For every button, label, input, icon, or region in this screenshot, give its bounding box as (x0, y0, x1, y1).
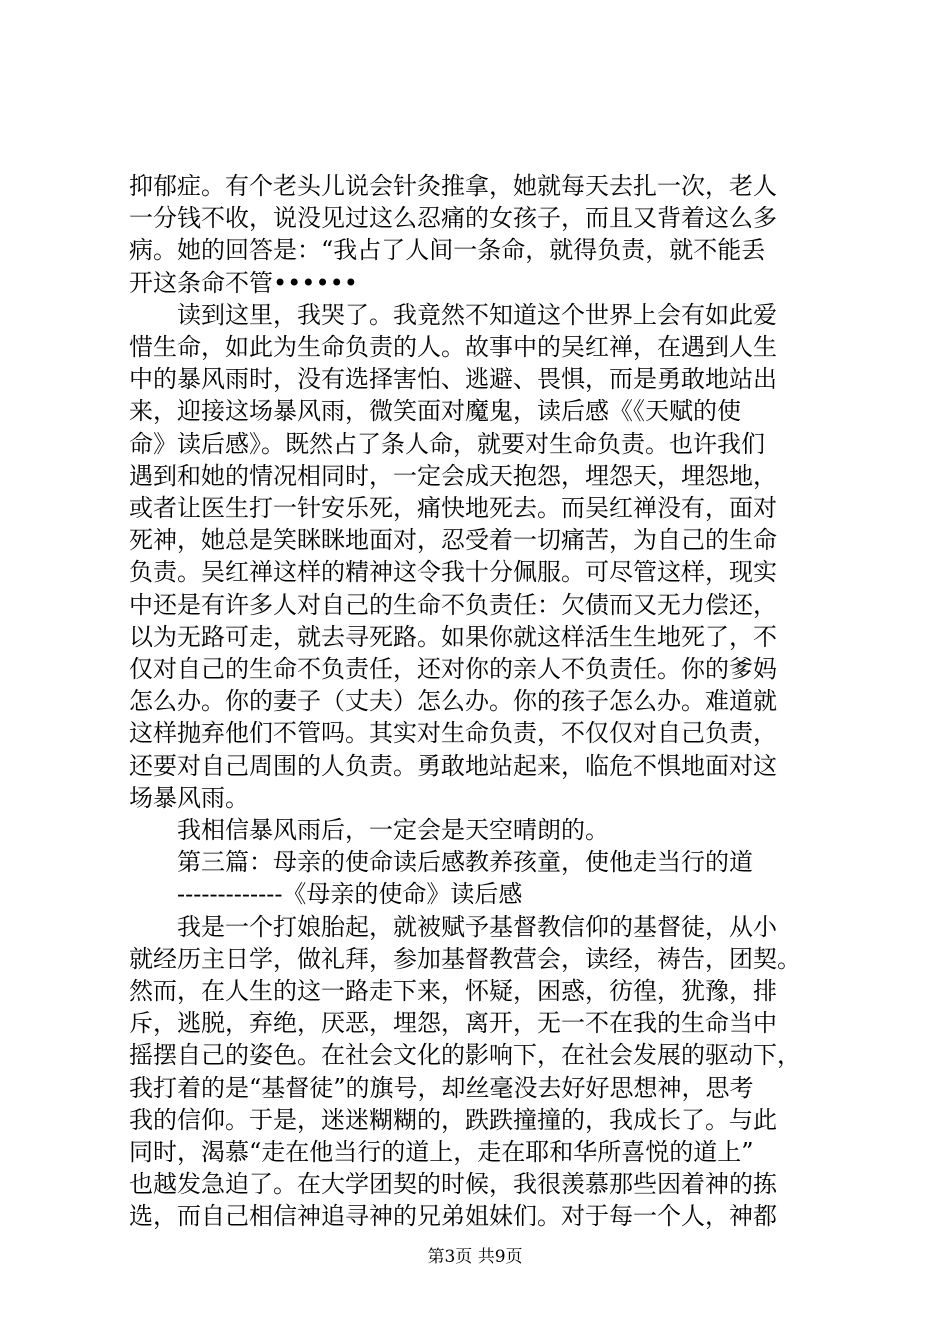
text-line: 摇摆自己的姿色。在社会文化的影响下，在社会发展的驱动下， (129, 1041, 801, 1069)
paragraph-start-line: 读到这里，我哭了。我竟然不知道这个世界上会有如此爱 (177, 301, 777, 329)
text-line: 我打着的是“基督徒”的旗号，却丝毫没去好好思想神，思考 (129, 1074, 754, 1102)
text-line: 同时，渴慕“走在他当行的道上，走在耶和华所喜悦的道上” (129, 1138, 754, 1166)
text-line: 以为无路可走，就去寻死路。如果你就这样活生生地死了，不 (129, 623, 777, 651)
text-line: 我的信仰。于是，迷迷糊糊的，跌跌撞撞的，我成长了。与此 (129, 1106, 777, 1134)
text-line: 惜生命，如此为生命负责的人。故事中的吴红禅，在遇到人生 (129, 333, 777, 361)
text-line: 开这条命不管•••••• (129, 269, 358, 297)
page-number-footer: 第3页 共9页 (427, 1247, 523, 1267)
text-line: 或者让医生打一针安乐死，痛快地死去。而吴红禅没有，面对 (129, 494, 777, 522)
text-line: 中还是有许多人对自己的生命不负责任：欠债而又无力偿还， (129, 591, 777, 619)
text-line: 就经历主日学，做礼拜，参加基督教营会，读经，祷告，团契。 (129, 945, 801, 973)
paragraph-start-line: 我相信暴风雨后，一定会是天空晴朗的。 (177, 816, 609, 844)
text-line: 来，迎接这场暴风雨，微笑面对魔鬼，读后感《《天赋的使 (129, 397, 741, 425)
text-line: 病。她的回答是：“我占了人间一条命，就得负责，就不能丢 (129, 236, 766, 264)
section-subheading: -------------《母亲的使命》读后感 (177, 880, 523, 908)
text-line: 一分钱不收，说没见过这么忍痛的女孩子，而且又背着这么多 (129, 204, 777, 232)
text-line: 场暴风雨。 (129, 784, 249, 812)
text-line: 负责。吴红禅这样的精神这令我十分佩服。可尽管这样，现实 (129, 558, 777, 586)
text-line: 怎么办。你的妻子（丈夫）怎么办。你的孩子怎么办。难道就 (129, 687, 777, 715)
text-line: 死神，她总是笑眯眯地面对，忍受着一切痛苦，为自己的生命 (129, 526, 777, 554)
text-line: 然而，在人生的这一路走下来，怀疑，困惑，彷徨，犹豫，排 (129, 977, 777, 1005)
text-line: 这样抛弃他们不管吗。其实对生命负责，不仅仅对自己负责， (129, 719, 777, 747)
paragraph-start-line: 我是一个打娘胎起，就被赋予基督教信仰的基督徒，从小 (177, 913, 777, 941)
text-line: 遇到和她的情况相同时，一定会成天抱怨，埋怨天，埋怨地， (129, 462, 777, 490)
text-line: 抑郁症。有个老头儿说会针灸推拿，她就每天去扎一次，老人 (129, 172, 777, 200)
text-line: 选，而自己相信神追寻神的兄弟姐妹们。对于每一个人，神都 (129, 1202, 777, 1230)
section-heading: 第三篇：母亲的使命读后感教养孩童，使他走当行的道 (177, 848, 753, 876)
text-line: 也越发急迫了。在大学团契的时候，我很羡慕那些因着神的拣 (129, 1170, 777, 1198)
text-line: 斥，逃脱，弃绝，厌恶，埋怨，离开，无一不在我的生命当中 (129, 1009, 777, 1037)
text-line: 命》读后感》。既然占了条人命，就要对生命负责。也许我们 (129, 430, 765, 458)
text-line: 还要对自己周围的人负责。勇敢地站起来，临危不惧地面对这 (129, 752, 777, 780)
text-line: 仅对自己的生命不负责任，还对你的亲人不负责任。你的爹妈 (129, 655, 777, 683)
text-line: 中的暴风雨时，没有选择害怕、逃避、畏惧，而是勇敢地站出 (129, 365, 777, 393)
